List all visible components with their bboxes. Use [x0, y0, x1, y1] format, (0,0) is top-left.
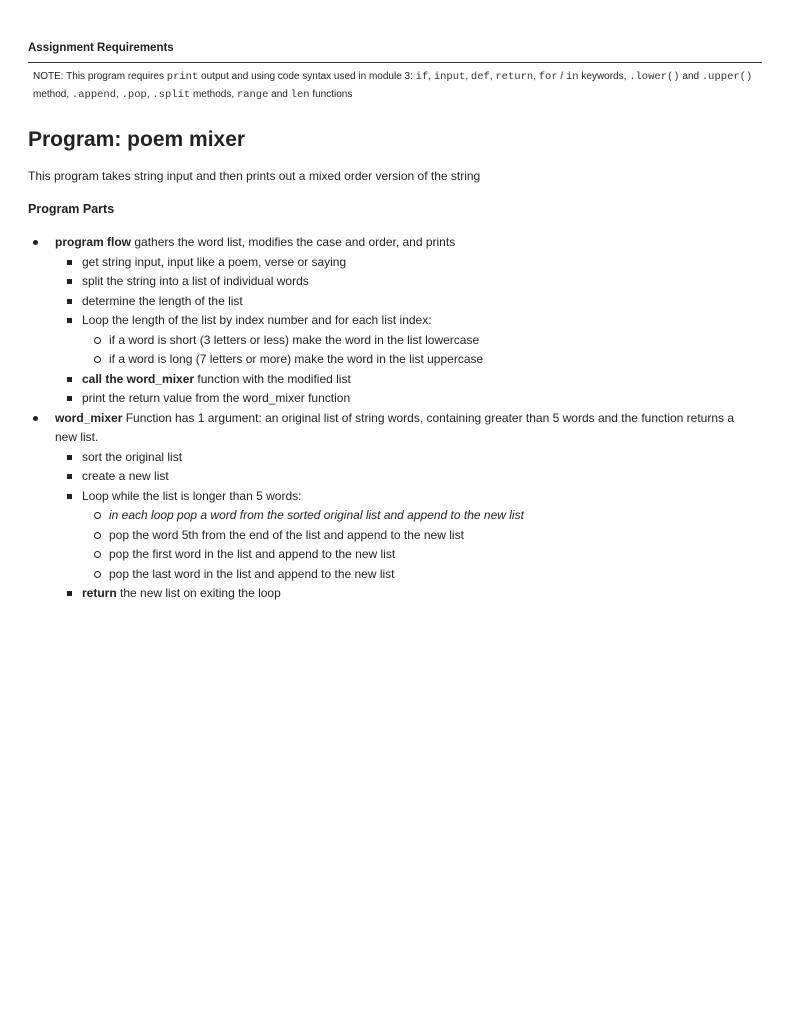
- code-append: .append: [71, 89, 117, 101]
- code-input: input: [433, 71, 466, 83]
- item-lead: return: [82, 586, 117, 600]
- code-split: .split: [152, 89, 191, 101]
- bullet-icon: [33, 416, 38, 421]
- sub-sub-list: [82, 506, 748, 584]
- list-item: [82, 292, 748, 312]
- list-item: [82, 311, 748, 370]
- list-item: [82, 389, 748, 409]
- note-sep: ,: [533, 71, 539, 82]
- list-item-program-flow: [28, 233, 748, 409]
- sub-list: [55, 448, 748, 604]
- item-text: in each loop pop a word from the sorted original list and append to the new list: [109, 508, 524, 522]
- code-in: in: [566, 71, 579, 83]
- note-text: and: [268, 89, 291, 100]
- list-item: [82, 487, 748, 585]
- note-text: methods,: [190, 89, 237, 100]
- list-item: [82, 272, 748, 292]
- code-return: return: [495, 71, 534, 83]
- note-sep: /: [557, 71, 566, 82]
- square-bullet-icon: [67, 396, 72, 401]
- page-title: Program: poem mixer: [28, 128, 246, 151]
- list-item-word-mixer: [28, 409, 748, 604]
- note-text: and: [679, 71, 702, 82]
- intro-paragraph: This program takes string input and then prints out a mixed order version of the string: [28, 169, 481, 183]
- list-item: [109, 506, 748, 526]
- item-text: pop the first word in the list and append to the new list: [109, 547, 396, 561]
- square-bullet-icon: [67, 299, 72, 304]
- item-lead: call the word_mixer: [82, 371, 195, 386]
- code-for: for: [538, 71, 558, 83]
- item-lead: program flow: [55, 235, 132, 249]
- item-text: create a new list: [82, 469, 169, 483]
- circle-bullet-icon: [94, 571, 101, 578]
- note-text: functions: [309, 89, 353, 100]
- item-text: pop the last word in the list and append to the new list: [109, 566, 395, 581]
- square-bullet-icon: [67, 279, 72, 284]
- item-text: gathers the word list, modifies the case and order, and prints: [131, 235, 456, 249]
- circle-bullet-icon: [94, 512, 101, 519]
- item-text: Function has 1 argument: an original list of string words, containing greater than 5 words and the function returns a new list.: [55, 410, 735, 444]
- list-item: [109, 526, 748, 546]
- item-text: determine the length of the list: [82, 293, 243, 308]
- code-def: def: [470, 71, 490, 83]
- bullet-icon: [33, 240, 38, 245]
- code-print: print: [166, 71, 199, 83]
- list-item: [109, 545, 748, 565]
- item-text: if a word is long (7 letters or more) make the word in the list uppercase: [109, 352, 484, 366]
- item-text: get string input, input like a poem, verse or saying: [82, 254, 347, 269]
- code-pop: .pop: [121, 89, 147, 101]
- item-lead: word_mixer: [55, 410, 123, 425]
- item-text: print the return value from the word_mixer function: [82, 391, 351, 405]
- item-text: Loop the length of the list by index number and for each list index:: [82, 313, 432, 327]
- note-text: method,: [33, 89, 72, 100]
- note-label: NOTE:: [33, 71, 64, 82]
- list-item: [109, 331, 748, 351]
- note-sep: ,: [489, 71, 496, 82]
- circle-bullet-icon: [94, 337, 101, 344]
- sub-list: [55, 253, 748, 409]
- square-bullet-icon: [67, 455, 72, 460]
- list-item: [82, 448, 748, 468]
- square-bullet-icon: [67, 260, 72, 265]
- code-if: if: [415, 71, 429, 83]
- circle-bullet-icon: [94, 532, 101, 539]
- code-range: range: [236, 89, 269, 101]
- note-sep: ,: [116, 89, 122, 100]
- code-lower: .lower(): [629, 71, 680, 83]
- square-bullet-icon: [67, 591, 72, 596]
- note-text: This program requires: [63, 71, 167, 82]
- note-sep: ,: [465, 71, 471, 82]
- list-item: [82, 584, 748, 604]
- section-header: Assignment Requirements: [28, 42, 174, 54]
- note-paragraph: [33, 68, 753, 104]
- note-sep: ,: [146, 89, 153, 100]
- divider: [28, 62, 762, 63]
- program-parts-list: [28, 233, 748, 604]
- square-bullet-icon: [67, 318, 72, 323]
- item-text: if a word is short (3 letters or less) make the word in the list lowercase: [109, 332, 480, 347]
- square-bullet-icon: [67, 494, 72, 499]
- sub-sub-list: [82, 331, 748, 370]
- note-sep: ,: [428, 71, 434, 82]
- item-text: Loop while the list is longer than 5 words:: [82, 488, 302, 503]
- circle-bullet-icon: [94, 356, 101, 363]
- square-bullet-icon: [67, 474, 72, 479]
- circle-bullet-icon: [94, 551, 101, 558]
- item-text: pop the word 5th from the end of the list and append to the new list: [109, 527, 464, 542]
- list-item: [82, 467, 748, 487]
- code-len: len: [290, 89, 310, 101]
- code-upper: .upper(): [701, 71, 753, 83]
- list-item: [109, 350, 748, 370]
- item-text: the new list on exiting the loop: [116, 586, 281, 600]
- item-text: split the string into a list of individual words: [82, 274, 309, 288]
- program-parts-heading: Program Parts: [28, 202, 115, 216]
- square-bullet-icon: [67, 377, 72, 382]
- list-item: [82, 370, 748, 390]
- note-text: keywords,: [578, 71, 630, 82]
- list-item: [82, 253, 748, 273]
- list-item: [109, 565, 748, 585]
- item-text: function with the modified list: [194, 371, 351, 386]
- note-text: output and using code syntax used in module 3:: [198, 71, 416, 82]
- item-text: sort the original list: [82, 449, 183, 464]
